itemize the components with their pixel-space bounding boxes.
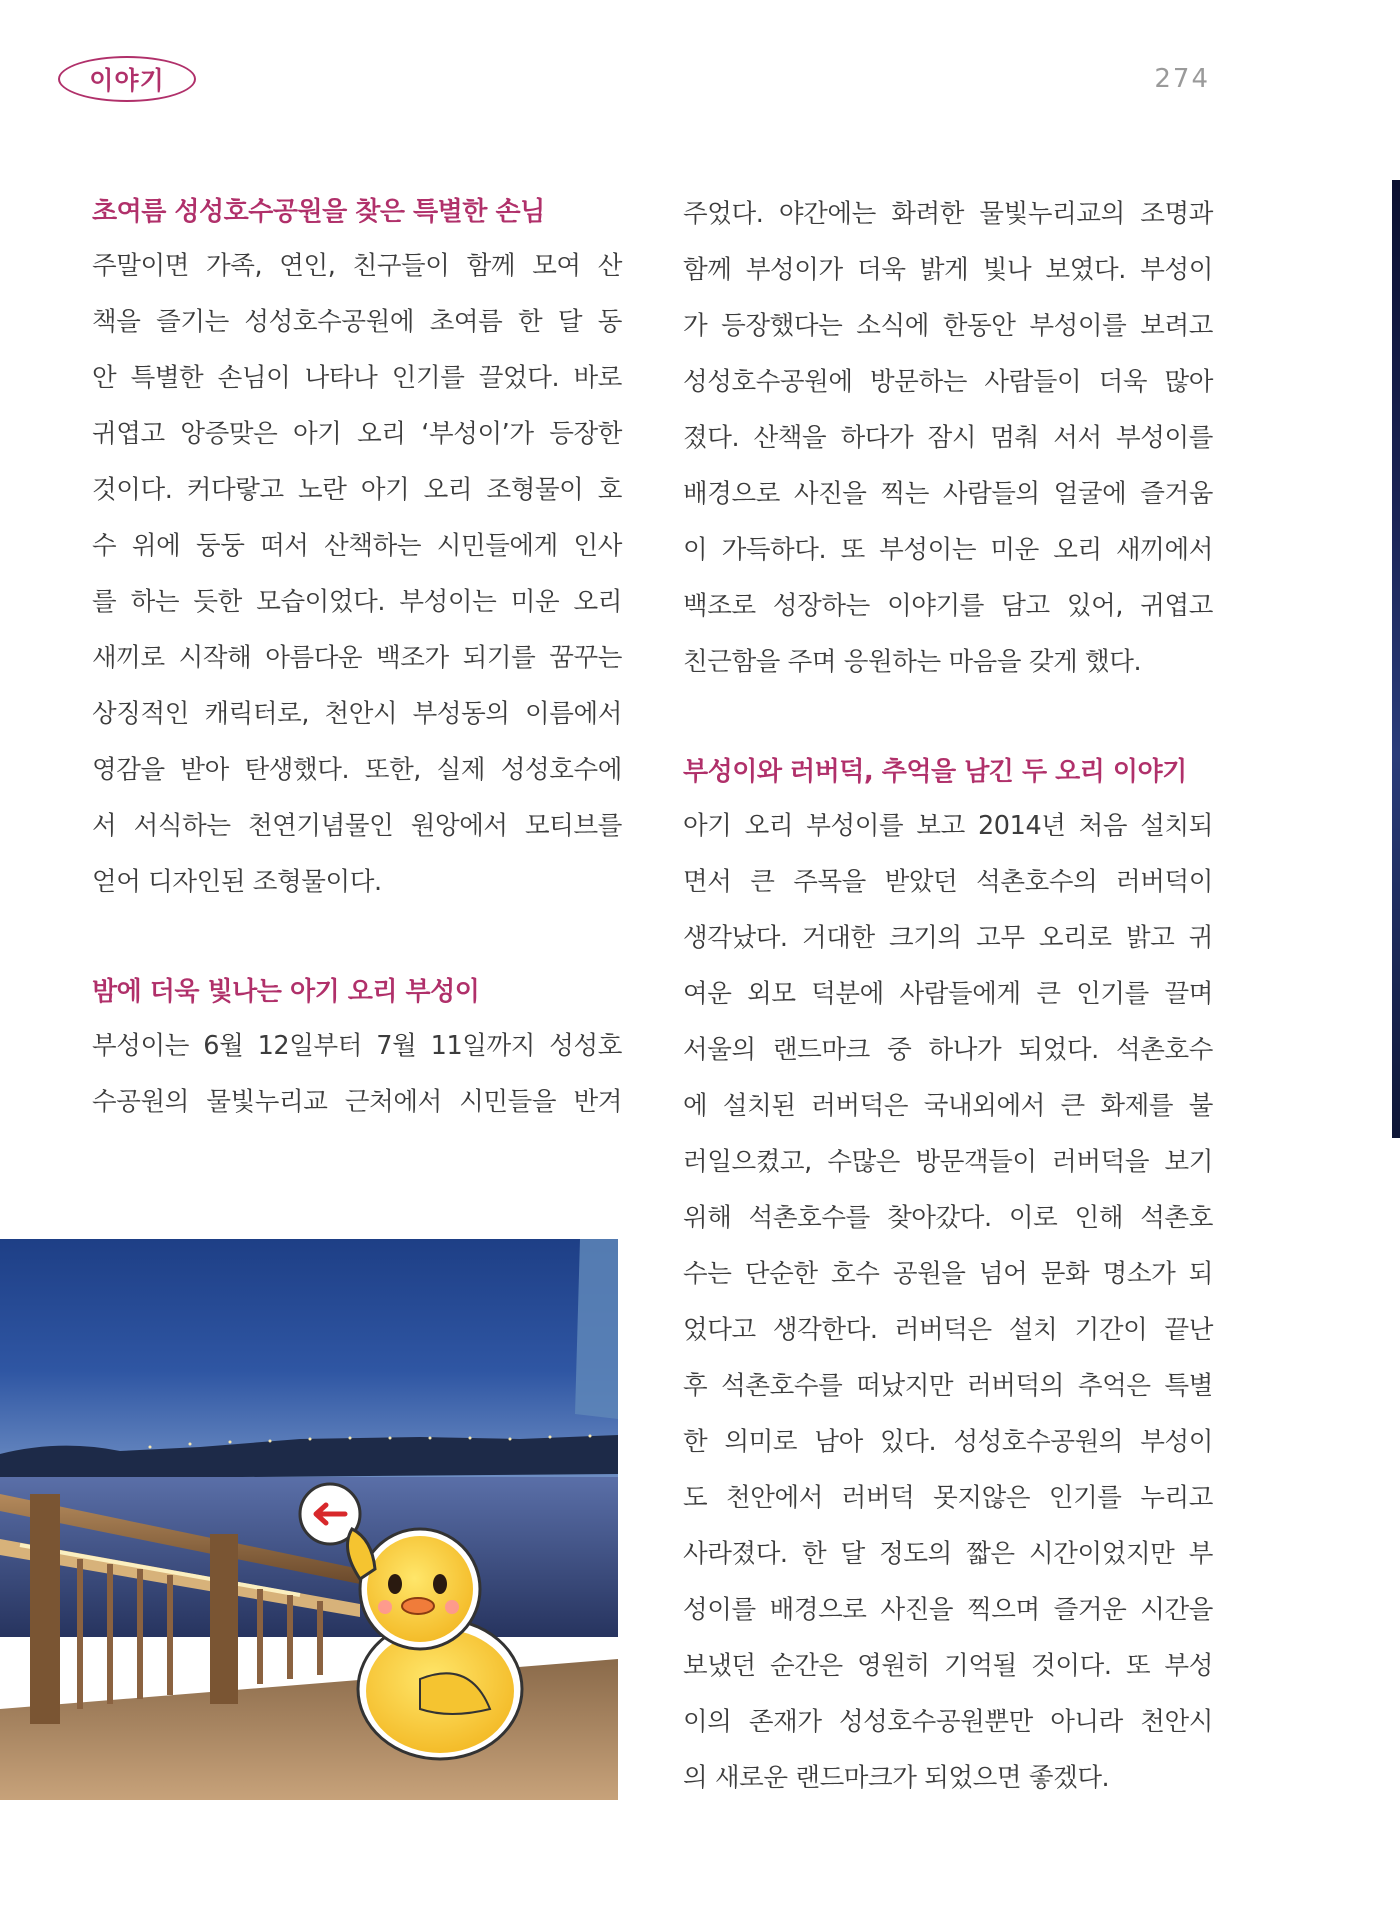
section-label: 이야기 (89, 66, 165, 95)
section-heading-1: 초여름 성성호수공원을 찾은 특별한 손님 (92, 197, 545, 227)
body-line: 친근함을 주며 응원하는 마음을 갖게 했다. (683, 647, 1142, 677)
body-line: 보냈던 순간은 영원히 기억될 것이다. 또 부성 (683, 1651, 1213, 1681)
body-line: 여운 외모 덕분에 사람들에게 큰 인기를 끌며 (683, 979, 1213, 1009)
railing-post (210, 1534, 238, 1704)
body-line: 사라졌다. 한 달 정도의 짧은 시간이었지만 부 (683, 1539, 1213, 1569)
body-line: 성성호수공원에 방문하는 사람들이 더욱 많아 (683, 367, 1213, 397)
railing-post (30, 1494, 60, 1724)
body-line: 서울의 랜드마크 중 하나가 되었다. 석촌호수 (683, 1035, 1213, 1065)
body-line: 얻어 디자인된 조형물이다. (92, 867, 382, 897)
body-line: 귀엽고 앙증맞은 아기 오리 ‘부성이’가 등장한 (92, 419, 622, 449)
body-line: 이 가득하다. 또 부성이는 미운 오리 새끼에서 (683, 535, 1213, 565)
section-badge (58, 56, 196, 102)
body-line: 었다고 생각한다. 러버덕은 설치 기간이 끝난 (683, 1315, 1213, 1345)
body-line: 책을 즐기는 성성호수공원에 초여름 한 달 동 (92, 307, 622, 337)
section-heading-2: 밤에 더욱 빛나는 아기 오리 부성이 (92, 977, 480, 1007)
duck-lake-photo (0, 1239, 618, 1800)
body-line: 상징적인 캐릭터로, 천안시 부성동의 이름에서 (92, 699, 622, 729)
body-line: 도 천안에서 러버덕 못지않은 인기를 누리고 (683, 1483, 1213, 1513)
body-line: 생각났다. 거대한 크기의 고무 오리로 밝고 귀 (683, 923, 1213, 953)
body-line: 수 위에 둥둥 떠서 산책하는 시민들에게 인사 (92, 531, 622, 561)
section-heading-3: 부성이와 러버덕, 추억을 남긴 두 오리 이야기 (683, 757, 1187, 787)
body-line: 함께 부성이가 더욱 밝게 빛나 보였다. 부성이 (683, 255, 1213, 285)
body-line: 수공원의 물빛누리교 근처에서 시민들을 반겨 (92, 1087, 622, 1117)
body-line: 후 석촌호수를 떠났지만 러버덕의 추억은 특별 (683, 1371, 1213, 1401)
body-line: 배경으로 사진을 찍는 사람들의 얼굴에 즐거움 (683, 479, 1213, 509)
body-line: 것이다. 커다랗고 노란 아기 오리 조형물이 호 (92, 475, 622, 505)
body-line: 수는 단순한 호수 공원을 넘어 문화 명소가 되 (683, 1259, 1213, 1289)
body-line: 에 설치된 러버덕은 국내외에서 큰 화제를 불 (683, 1091, 1213, 1121)
building (575, 1239, 618, 1419)
left-column (92, 186, 622, 1130)
body-line: 성이를 배경으로 사진을 찍으며 즐거운 시간을 (683, 1595, 1213, 1625)
body-line: 를 하는 듯한 모습이었다. 부성이는 미운 오리 (92, 587, 622, 617)
body-line: 주었다. 야간에는 화려한 물빛누리교의 조명과 (683, 199, 1213, 229)
page-number: 274 (1154, 64, 1210, 94)
body-line: 아기 오리 부성이를 보고 2014년 처음 설치되 (683, 811, 1213, 841)
body-line: 한 의미로 남아 있다. 성성호수공원의 부성이 (683, 1427, 1213, 1457)
body-line: 러일으켰고, 수많은 방문객들이 러버덕을 보기 (683, 1147, 1213, 1177)
body-line: 졌다. 산책을 하다가 잠시 멈춰 서서 부성이를 (683, 423, 1213, 453)
body-line: 주말이면 가족, 연인, 친구들이 함께 모여 산 (92, 251, 622, 281)
body-line: 의 새로운 랜드마크가 되었으면 좋겠다. (683, 1763, 1110, 1793)
right-column-section-3 (683, 746, 1213, 1806)
body-line: 위해 석촌호수를 찾아갔다. 이로 인해 석촌호 (683, 1203, 1213, 1233)
body-line: 새끼로 시작해 아름다운 백조가 되기를 꿈꾸는 (92, 643, 622, 673)
body-line: 서 서식하는 천연기념물인 원앙에서 모티브를 (92, 811, 622, 841)
wooden-deck (0, 1659, 618, 1800)
body-line: 이의 존재가 성성호수공원뿐만 아니라 천안시 (683, 1707, 1213, 1737)
body-line: 백조로 성장하는 이야기를 담고 있어, 귀엽고 (683, 591, 1213, 621)
photo-illustration (0, 1239, 618, 1800)
body-line: 부성이는 6월 12일부터 7월 11일까지 성성호 (92, 1031, 622, 1061)
body-line: 안 특별한 손님이 나타나 인기를 끌었다. 바로 (92, 363, 622, 393)
right-column (683, 186, 1213, 690)
body-line: 가 등장했다는 소식에 한동안 부성이를 보려고 (683, 311, 1213, 341)
body-line: 영감을 받아 탄생했다. 또한, 실제 성성호수에 (92, 755, 622, 785)
body-line: 면서 큰 주목을 받았던 석촌호수의 러버덕이 (683, 867, 1213, 897)
adjacent-page-edge (1392, 180, 1400, 1138)
